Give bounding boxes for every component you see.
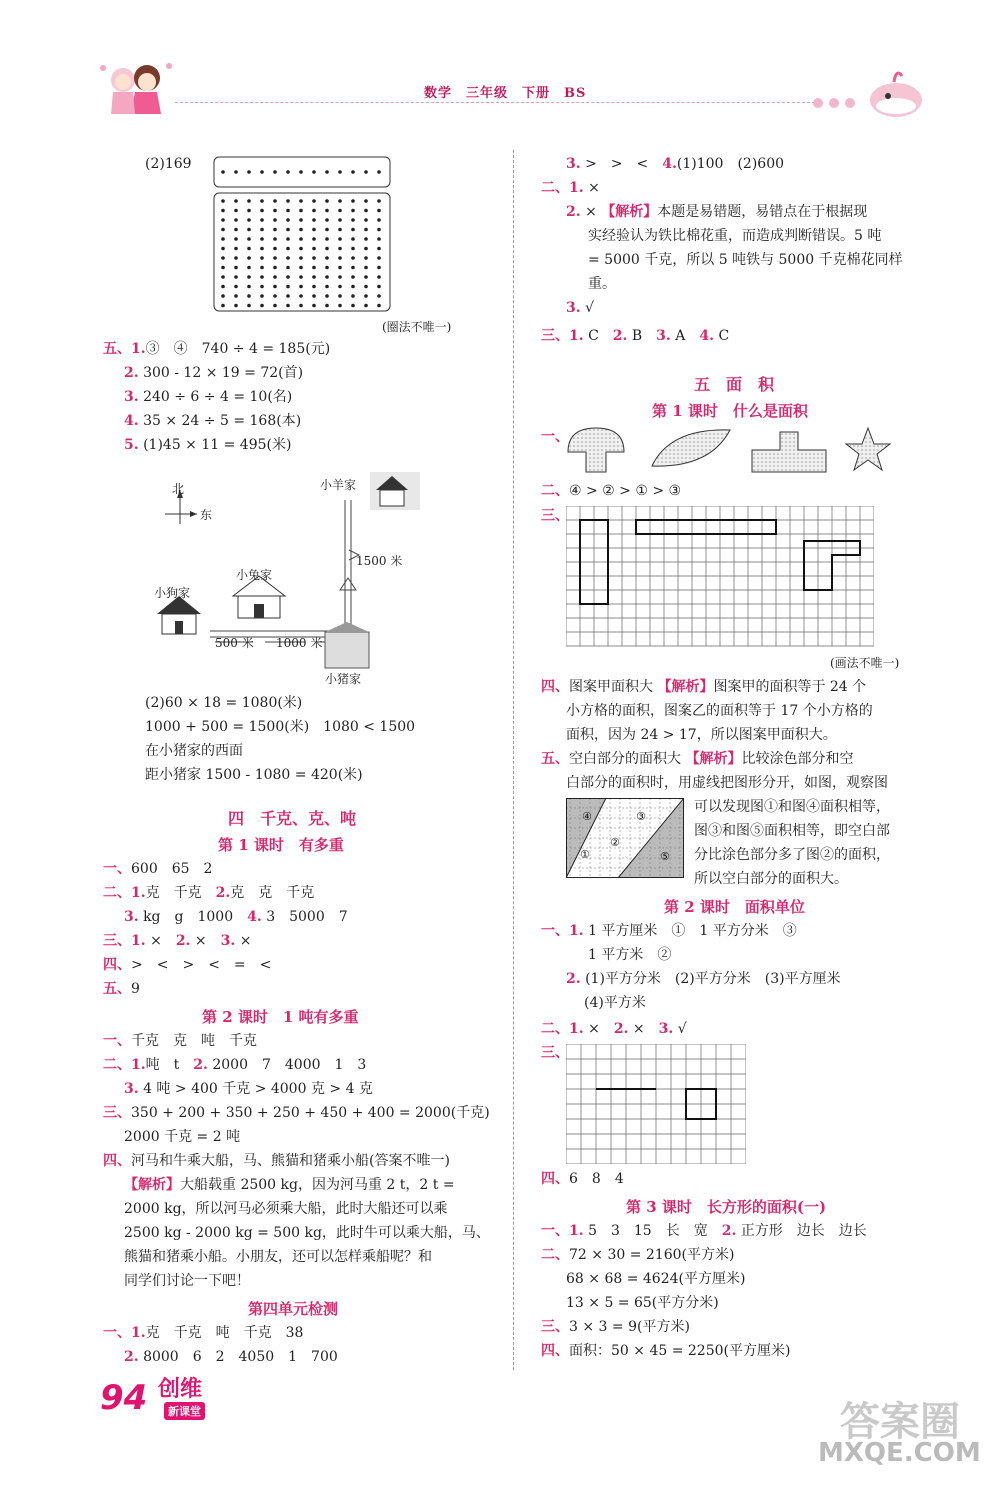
u5b-r5b-tag: 2. <box>613 1021 629 1037</box>
u4-q5-text: × <box>150 933 162 949</box>
r-row3-mark: × <box>585 204 597 220</box>
u5c-r1b-tag: 2. <box>721 1223 737 1239</box>
map-distance-1000: 1000 米 <box>276 636 323 650</box>
s5-5-tag: 5. <box>124 437 139 453</box>
s5-4-text: 35 × 24 ÷ 5 = 168(本) <box>143 413 302 429</box>
u5-q4-analysis-tag: 【解析】 <box>657 679 714 695</box>
circle-method-note: (圈法不唯一) <box>382 320 452 334</box>
u5c-r5 <box>541 1316 690 1338</box>
u5c-r6 <box>541 1340 790 1362</box>
r-row2 <box>541 177 600 199</box>
u4-q5 <box>103 930 251 952</box>
u4-q6 <box>103 954 271 976</box>
u4-q5b-text: × <box>194 933 207 949</box>
draw-method-note: (画法不唯一) <box>830 656 900 670</box>
s5-5b-line4: 距小猪家 1500 - 1080 = 420(米) <box>145 767 363 783</box>
u4-q1-text: 600 65 2 <box>131 861 213 877</box>
u4b-r4-text: 350 + 200 + 350 + 250 + 450 + 400 = 2000(千克) <box>131 1105 490 1121</box>
header-rule <box>175 102 815 104</box>
u4-q3 <box>124 906 348 928</box>
r-row3 <box>566 201 867 223</box>
u5-q2-text: ④ > ② > ① > ③ <box>569 483 682 499</box>
u4-q7-tag: 五、 <box>103 981 131 997</box>
u4-q2-tag: 二、1. <box>103 885 146 901</box>
unit5-title: 五 面 积 <box>694 375 775 394</box>
u4b-r4-tag: 三、 <box>103 1105 131 1121</box>
u5-q5-tag: 五、 <box>541 751 569 767</box>
r-row1-tag: 3. <box>566 156 581 172</box>
header-whale-illustration <box>866 64 926 126</box>
r-row7-tag: 3. <box>566 300 581 316</box>
u5c-r6-tag: 四、 <box>541 1343 569 1359</box>
leaf-shape <box>652 430 730 466</box>
u5c-r5-tag: 三、 <box>541 1319 569 1335</box>
u4b-r3-text: 4 吨 > 400 千克 > 4000 克 > 4 克 <box>143 1081 373 1097</box>
s5-5 <box>124 434 291 456</box>
r-row3-tag: 2. <box>566 204 581 220</box>
u4b-r10: 熊猫和猪乘小船。小朋友，还可以怎样乘船呢？和 <box>124 1249 432 1265</box>
check-r1-tag: 一、1. <box>103 1325 146 1341</box>
map-pig-home-label: 小猪家 <box>325 672 362 686</box>
u5c-r6-text: 面积：50 × 45 = 2250(平方厘米) <box>569 1343 791 1359</box>
r-row8d-text: C <box>718 328 730 344</box>
star-shape <box>846 428 890 470</box>
s5-3-text: 240 ÷ 6 ÷ 4 = 10(名) <box>143 389 293 405</box>
route-map-figure <box>145 460 425 690</box>
s5-2-tag: 2. <box>124 365 139 381</box>
map-distance-500: 500 米 <box>215 636 254 650</box>
dot-grid-figure <box>213 156 391 316</box>
u4b-r1-text: 千克 克 吨 千克 <box>131 1033 257 1049</box>
mushroom-shape <box>568 428 624 472</box>
area-figure-label-3: ② <box>610 836 620 849</box>
u5b-r2: 1 平方米 ② <box>588 947 672 963</box>
map-east-label: 东 <box>200 508 213 522</box>
u5b-r7-text: 6 8 4 <box>569 1171 624 1187</box>
u4-q7-text: 9 <box>131 981 140 997</box>
u5b-r4: (4)平方米 <box>584 995 646 1011</box>
u5-q1-tag-text: 一、 <box>541 429 569 445</box>
u4-q4-tag: 4. <box>247 909 262 925</box>
u5-q2 <box>541 480 681 502</box>
u4b-r2a-tag: 二、1. <box>103 1057 146 1073</box>
u4-q5c-text: × <box>239 933 252 949</box>
u5-q5-d2: 图③和图⑤面积相等，即空白部 <box>694 823 890 839</box>
r-row2-tag: 二、1. <box>541 180 584 196</box>
t-shape <box>752 432 826 472</box>
u5b-r7-tag: 四、 <box>541 1171 569 1187</box>
u4-q1 <box>103 858 212 880</box>
r-row7 <box>566 297 594 319</box>
u5b-r6-tag-wrap <box>541 1042 569 1064</box>
map-north-label: 北 <box>172 482 185 496</box>
u4b-r7-text: 大船载重 2500 kg，因为河马重 2 t，2 t = <box>180 1177 455 1193</box>
u4b-r2 <box>103 1054 366 1076</box>
u4-q3-tag: 3. <box>124 909 139 925</box>
u4b-r1-tag: 一、 <box>103 1033 131 1049</box>
s5-5b-line3: 在小猪家的西面 <box>145 743 243 759</box>
unit4-check-title: 第四单元检测 <box>248 1300 339 1318</box>
u4-q5c-tag: 3. <box>220 933 236 949</box>
u5c-r2-text: 72 × 30 = 2160(平方米) <box>569 1247 735 1263</box>
u5-q5-analysis-tag: 【解析】 <box>685 751 742 767</box>
s5-1 <box>103 338 330 360</box>
u5b-r3 <box>566 968 841 990</box>
s5-4 <box>124 410 301 432</box>
u4-q4-text: 3 5000 7 <box>266 909 348 925</box>
u4-q2b-tag: 2. <box>215 885 231 901</box>
u5-q4-c: 小方格的面积，图案乙的面积等于 17 个小方格的 <box>566 703 873 719</box>
u4-q7 <box>103 978 140 1000</box>
u5b-r5b-text: × <box>632 1021 645 1037</box>
u5-q5-b: 比较涂色部分和空 <box>741 751 854 767</box>
u5b-r5-tag: 二、1. <box>541 1021 584 1037</box>
u5-q4-a: 图案甲面积大 <box>569 679 653 695</box>
u5b-r5 <box>541 1018 687 1040</box>
u5-q4-tag: 四、 <box>541 679 569 695</box>
r-row5: = 5000 千克，所以 5 吨铁与 5000 千克棉花同样 <box>588 252 903 268</box>
u5c-r5-text: 3 × 3 = 9(平方米) <box>569 1319 690 1335</box>
area-compare-figure <box>566 798 684 882</box>
page-number: 94 <box>100 1378 148 1418</box>
u5b-r1-text: 1 平方厘米 ① 1 平方分米 ③ <box>588 923 797 939</box>
u5c-r1-tag: 一、1. <box>541 1223 584 1239</box>
map-rabbit-home-label: 小兔家 <box>236 568 273 582</box>
r-row2-text: × <box>588 180 600 196</box>
u5b-r5c-tag: 3. <box>658 1021 674 1037</box>
u4-q2-text: 克 千克 <box>145 885 202 901</box>
r-row7-text: √ <box>585 300 594 316</box>
grid-figure-1 <box>566 506 874 654</box>
u5b-r3-text: (1)平方分米 (2)平方分米 (3)平方厘米 <box>585 971 841 987</box>
u4b-r3-tag: 3. <box>124 1081 139 1097</box>
map-dog-home-label: 小狗家 <box>154 586 191 600</box>
brand-logo-text: 创维 <box>158 1377 203 1402</box>
u4b-r2b-text: 2000 7 4000 1 3 <box>212 1057 367 1073</box>
r-row8c-text: A <box>675 328 686 344</box>
s5-4-tag: 4. <box>124 413 139 429</box>
u5c-r1 <box>541 1220 867 1242</box>
u5-q5-c: 白部分的面积时，用虚线把图形分开，如图，观察图 <box>566 775 888 791</box>
r-row6: 重。 <box>588 276 616 292</box>
header-dots <box>812 94 862 113</box>
u5-q4-b: 图案甲的面积等于 24 个 <box>713 679 867 695</box>
u5b-r5-text: × <box>588 1021 600 1037</box>
left-answer-2-169: (2)169 <box>145 156 192 172</box>
column-divider <box>513 150 514 1370</box>
u5-q5-a: 空白部分的面积大 <box>569 751 681 767</box>
u4b-r11: 同学们讨论一下吧！ <box>124 1273 250 1289</box>
s5-1-text: ③ ④ 740 ÷ 4 = 185(元) <box>145 341 331 357</box>
u4b-r4 <box>103 1102 490 1124</box>
s5-3 <box>124 386 292 408</box>
u5-q5 <box>541 748 853 770</box>
u5b-r3-tag: 2. <box>566 971 581 987</box>
shapes-figure <box>560 424 900 488</box>
unit5-lesson3-title: 第 3 课时 长方形的面积(一) <box>626 1198 827 1216</box>
check-r2-text: 8000 6 2 4050 1 700 <box>143 1349 338 1365</box>
unit4-lesson2-title: 第 2 课时 1 吨有多重 <box>202 1008 359 1026</box>
header-girl-illustration <box>95 58 175 120</box>
unit4-title: 四 千克、克、吨 <box>228 809 357 828</box>
r-row8b-tag: 2. <box>612 328 628 344</box>
u4-q1-tag: 一、 <box>103 861 131 877</box>
u4b-r7 <box>124 1174 455 1196</box>
u5b-r1-tag: 一、1. <box>541 923 584 939</box>
header-title: 数学 三年级 下册 BS <box>424 86 587 101</box>
u4-q3-text: kg g 1000 <box>143 909 234 925</box>
u5-q3-tag-wrap <box>541 505 569 527</box>
map-distance-1500: 1500 米 <box>356 554 403 568</box>
u4b-r2b-tag: 2. <box>193 1057 208 1073</box>
u5c-r1-text: 5 3 15 长 宽 <box>588 1223 708 1239</box>
r-row8-tag: 三、1. <box>541 328 584 344</box>
u5-q5-d3: 分比涂色部分多了图②的面积， <box>694 847 890 863</box>
u4-q2b-text: 克 克 千克 <box>230 885 315 901</box>
r-row8-text: C <box>588 328 599 344</box>
u5b-r7 <box>541 1168 624 1190</box>
brand-sub-text: 新课堂 <box>164 1402 205 1420</box>
u4b-r6-text: 河马和牛乘大船，马、熊猫和猪乘小船(答案不唯一) <box>131 1153 450 1169</box>
r-row1b-text: (1)100 (2)600 <box>676 156 785 172</box>
u5-q2-tag: 二、 <box>541 483 569 499</box>
u5-q4-d: 面积，因为 24 > 17，所以图案甲面积大。 <box>566 727 837 743</box>
check-r2-tag: 2. <box>124 1349 139 1365</box>
u4b-r6 <box>103 1150 450 1172</box>
r-row3-analysis-tag: 【解析】 <box>601 204 658 220</box>
u4-q6-text: > < > < = < <box>131 957 272 973</box>
u4b-r6-tag: 四、 <box>103 1153 131 1169</box>
u5c-r2-tag: 二、 <box>541 1247 569 1263</box>
check-r1 <box>103 1322 303 1344</box>
u4b-r9: 2500 kg - 2000 kg = 500 kg，此时牛可以乘大船，马、 <box>124 1225 490 1241</box>
r-row8c-tag: 3. <box>656 328 671 344</box>
area-figure-label-1: ④ <box>582 810 592 823</box>
u4b-r5: 2000 千克 = 2 吨 <box>124 1129 241 1145</box>
check-r1-text: 克 千克 吨 千克 38 <box>145 1325 304 1341</box>
map-sheep-home-label: 小羊家 <box>320 478 357 492</box>
r-row4: 实经验认为铁比棉花重，而造成判断错误。5 吨 <box>588 228 882 244</box>
r-row8 <box>541 325 729 347</box>
unit4-lesson1-title: 第 1 课时 有多重 <box>218 836 344 854</box>
r-row1b-tag: 4. <box>662 156 677 172</box>
r-row3-text: 本题是易错题，易错点在于根据现 <box>657 204 868 220</box>
u4-q2 <box>103 882 314 904</box>
r-row1-text: > > < <box>585 156 649 172</box>
area-figure-label-4: ① <box>580 848 590 861</box>
watermark-text: MXQE.COM <box>818 1438 981 1468</box>
r-row8d-tag: 4. <box>699 328 714 344</box>
u4b-r3 <box>124 1078 373 1100</box>
unit5-lesson2-title: 第 2 课时 面积单位 <box>664 898 805 916</box>
area-figure-label-5: ⑤ <box>660 850 670 863</box>
check-r2 <box>124 1346 338 1368</box>
s5-5b-line2: 1000 + 500 = 1500(米) 1080 < 1500 <box>145 719 416 735</box>
u5-q5-d4: 所以空白部分的面积大。 <box>694 871 848 887</box>
u5c-r1b-text: 正方形 边长 边长 <box>740 1223 867 1239</box>
s5-1-tag: 五、1. <box>103 341 146 357</box>
s5-2-text: 300 - 12 × 19 = 72(首) <box>143 365 304 381</box>
s5-3-tag: 3. <box>124 389 139 405</box>
u5c-r3: 68 × 68 = 4624(平方厘米) <box>566 1271 746 1287</box>
u4b-r1 <box>103 1030 257 1052</box>
u5c-r4: 13 × 5 = 65(平方分米) <box>566 1295 719 1311</box>
u5b-r6-tag: 三、 <box>541 1045 569 1061</box>
s5-5b-line1: (2)60 × 18 = 1080(米) <box>145 695 303 711</box>
u4-q5-tag: 三、1. <box>103 933 146 949</box>
u4b-r8: 2000 kg，所以河马必须乘大船，此时大船还可以乘 <box>124 1201 448 1217</box>
unit5-lesson1-title: 第 1 课时 什么是面积 <box>652 402 808 420</box>
u5b-r5c-text: √ <box>677 1021 687 1037</box>
r-row8b-text: B <box>631 328 643 344</box>
u4-q6-tag: 四、 <box>103 957 131 973</box>
area-figure-label-2: ③ <box>636 810 646 823</box>
s5-2 <box>124 362 303 384</box>
grid-figure-2 <box>566 1044 746 1168</box>
u4-q5b-tag: 2. <box>175 933 191 949</box>
u5-q3-tag: 三、 <box>541 508 569 524</box>
analysis-tag: 【解析】 <box>124 1177 180 1193</box>
u4b-r2a-text: 吨 t <box>145 1057 180 1073</box>
u5c-r2 <box>541 1244 734 1266</box>
u5b-r1 <box>541 920 797 942</box>
watermark-logo: 答案圈 <box>840 1399 960 1445</box>
u5-q5-d1: 可以发现图①和图④面积相等， <box>694 799 890 815</box>
u5-q4 <box>541 676 866 698</box>
r-row1 <box>566 153 784 175</box>
s5-5-text: (1)45 × 11 = 495(米) <box>143 437 292 453</box>
